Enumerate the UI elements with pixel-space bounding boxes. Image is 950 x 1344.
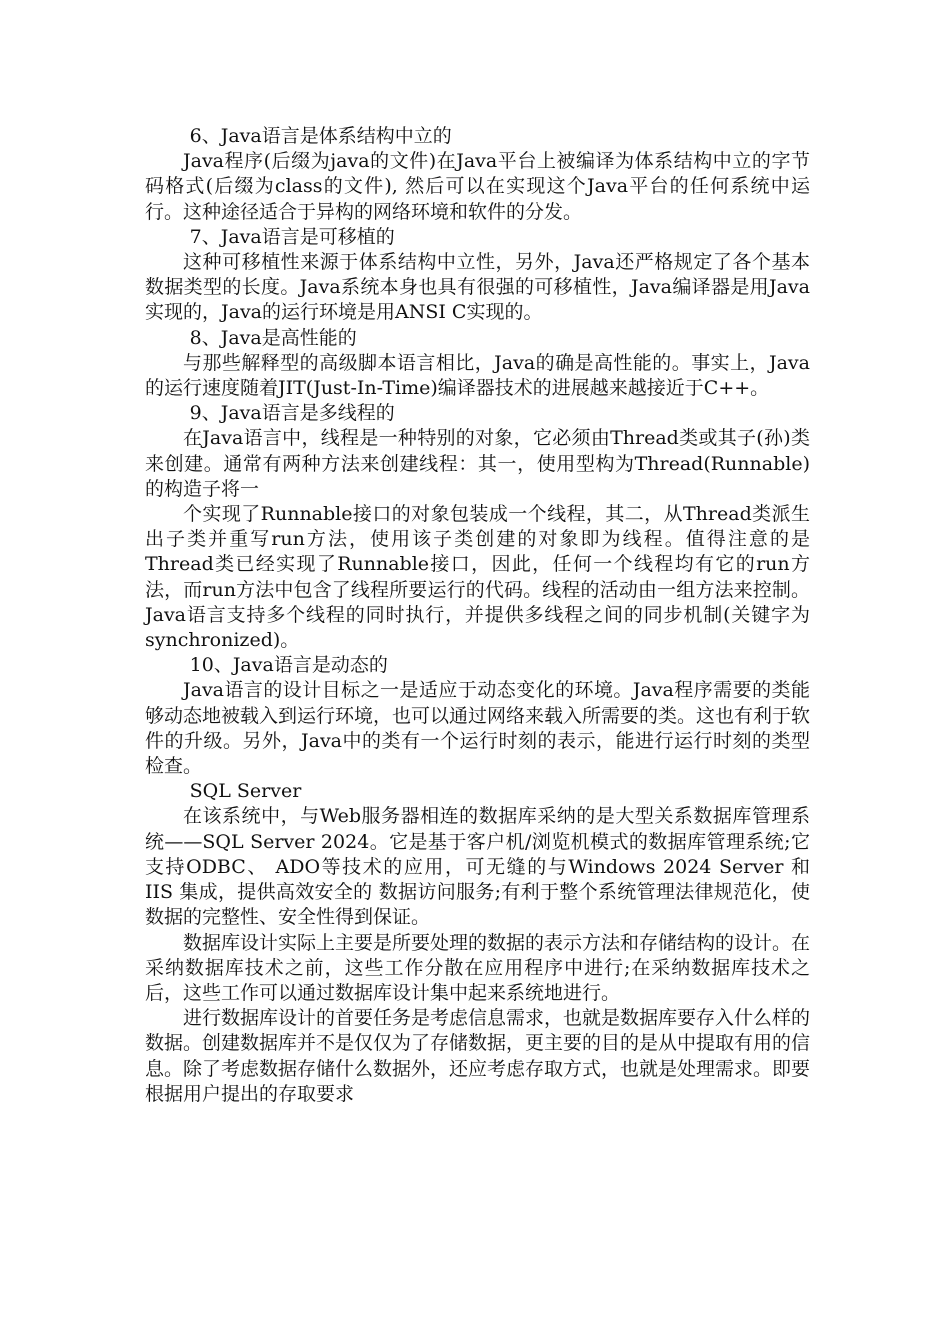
section-heading-7: 7、Java语言是可移植的 [189, 225, 395, 248]
paragraph-multithreading-part1: 在Java语言中，线程是一种特别的对象，它必须由Thread类或其子(孙)类来创建。通常有两种方法来创建线程：其一，使用型构为Thread(Runnable) 的构造子将一 [145, 427, 810, 500]
paragraph-portability: 这种可移植性来源于体系结构中立性，另外，Java还严格规定了各个基本数据类型的长度。Java系统本身也具有很强的可移植性，Java编译器是用Java实现的，Java的运行环境是用ANSI C实现的。 [145, 251, 810, 324]
paragraph-performance: 与那些解释型的高级脚本语言相比，Java的确是高性能的。事实上，Java的运行速度随着JIT(Just-In-Time)编译器技术的进展越来越接近于C++。 [145, 351, 810, 400]
document-page [145, 124, 810, 1107]
section-heading-8: 8、Java是高性能的 [189, 326, 357, 349]
section-heading-9: 9、Java语言是多线程的 [189, 402, 395, 425]
section-heading-6: 6、Java语言是体系结构中立的 [189, 125, 452, 147]
paragraph-dynamic: Java语言的设计目标之一是适应于动态变化的环境。Java程序需要的类能够动态地被载入到运行环境，也可以通过网络来载入所需要的类。这也有利于软件的升级。另外，Java中的类有一个运行时刻的表示，能进行运行时刻的类型检查。 [145, 679, 811, 778]
section-heading-10: 10、Java语言是动态的 [189, 654, 388, 677]
paragraph-multithreading-part2: 个实现了Runnable接口的对象包装成一个线程，其二，从Thread类派生出子类并重写run方法，使用该子类创建的对象即为线程。值得注意的是Thread类已经实现了Runnable接口，因此，任何一个线程均有它的run方法，而run方法中包含了线程所要运行的代码。线程的活动由一组方法来控制。 Java语言支持多个线程的同时执行，并提供多线程之间的同步机制(关键字为synchronized)。 [145, 503, 810, 652]
paragraph-architecture-neutral: Java程序(后缀为java的文件)在Java平台上被编译为体系结构中立的字节码格式(后缀为class的文件), 然后可以在实现这个Java平台的任何系统中运行。这种途径适合于异构的网络环境和软件的分发。 [145, 150, 810, 223]
paragraph-database-design: 数据库设计实际上主要是所要处理的数据的表示方法和存储结构的设计。在采纳数据库技术之前，这些工作分散在应用程序中进行;在采纳数据库技术之后，这些工作可以通过数据库设计集中起来系统地进行。 [145, 931, 811, 1004]
section-heading-sql-server: SQL Server [189, 780, 302, 803]
paragraph-information-requirements: 进行数据库设计的首要任务是考虑信息需求，也就是数据库要存入什么样的数据。创建数据库并不是仅仅为了存储数据，更主要的目的是从中提取有用的信息。除了考虑数据存储什么数据外，还应考虑存取方式，也就是处理需求。即要根据用户提出的存取要求 [145, 1007, 811, 1105]
paragraph-sql-server-intro: 在该系统中，与Web服务器相连的数据库采纳的是大型关系数据库管理系统——SQL Server 2024。它是基于客户机/浏览机模式的数据库管理系统;它支持ODBC、 ADO等技术的应用，可无缝的与Windows 2024 Server 和 IIS 集成，提供高效安全的 数据访问服务;有利于整个系统管理法律规范化，使数据的完整性、安全性得到保证。 [145, 805, 810, 929]
